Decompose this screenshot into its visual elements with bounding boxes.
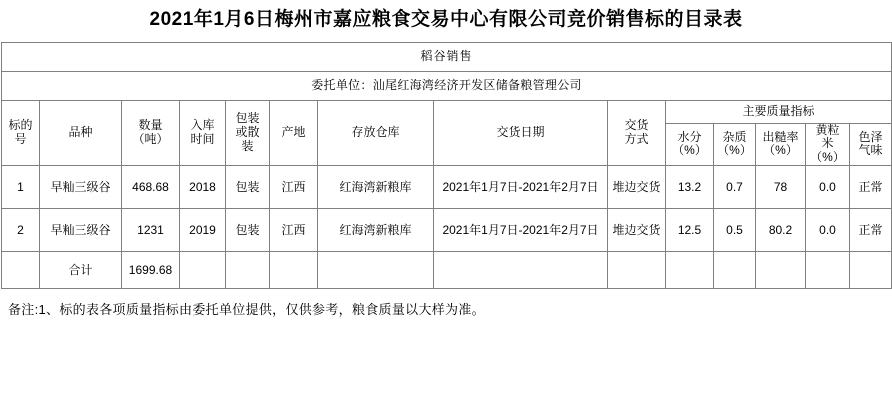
col-header-storage-time-line1: 入库 [190, 118, 215, 133]
cell-milling-rate: 80.2 [756, 209, 806, 252]
col-header-color-odor-line1: 色泽 [858, 129, 883, 144]
cell-packaging: 包装 [226, 209, 270, 252]
col-header-packaging-line2: 或散 [235, 124, 260, 139]
bidding-listing-table [1, 42, 892, 289]
total-empty-packaging [226, 252, 270, 289]
col-header-milling-rate-line2: （%） [763, 143, 798, 158]
col-header-storage-time-line2: 时间 [190, 131, 215, 146]
cell-impurity: 0.5 [714, 209, 756, 252]
cell-origin: 江西 [270, 209, 318, 252]
subtitle-cell: 稻谷销售 [2, 42, 892, 71]
col-header-storage-time [180, 100, 226, 165]
col-header-milling-rate-line1: 出糙率 [762, 129, 799, 144]
cell-impurity: 0.7 [714, 166, 756, 209]
col-header-index [2, 100, 40, 165]
subtitle-row [2, 42, 892, 71]
col-header-impurity-line2: （%） [717, 143, 752, 158]
total-empty-moisture [666, 252, 714, 289]
cell-color-odor: 正常 [850, 166, 892, 209]
col-header-variety: 品种 [40, 100, 122, 165]
total-empty-warehouse [318, 252, 434, 289]
col-header-packaging-line3: 装 [241, 138, 254, 153]
cell-origin: 江西 [270, 166, 318, 209]
col-header-packaging-line1: 包装 [235, 111, 260, 126]
cell-moisture: 13.2 [666, 166, 714, 209]
table-row [2, 166, 892, 209]
total-quantity: 1699.68 [122, 252, 180, 289]
col-header-yellow-rice-line1: 黄粒 [815, 122, 840, 137]
col-header-index-line2: 号 [14, 131, 27, 146]
cell-delivery-method: 堆边交货 [608, 166, 666, 209]
remark-text: 备注:1、标的表各项质量指标由委托单位提供，仅供参考，粮食质量以大样为准。 [8, 302, 485, 318]
cell-storage-time: 2018 [180, 166, 226, 209]
col-header-yellow-rice-line2: 米 [821, 136, 834, 151]
col-header-quantity-line1: 数量 [138, 118, 163, 133]
col-header-quantity-line2: （吨） [132, 131, 169, 146]
cell-moisture: 12.5 [666, 209, 714, 252]
col-header-moisture-line2: （%） [672, 143, 707, 158]
cell-variety: 早籼三级谷 [40, 209, 122, 252]
col-header-packaging [226, 100, 270, 165]
total-empty-milling-rate [756, 252, 806, 289]
cell-index: 1 [2, 166, 40, 209]
total-empty-storage-time [180, 252, 226, 289]
table-row [2, 209, 892, 252]
col-header-delivery-date: 交货日期 [434, 100, 608, 165]
total-empty-delivery-method [608, 252, 666, 289]
col-header-milling-rate [756, 123, 806, 165]
cell-quantity: 468.68 [122, 166, 180, 209]
col-header-delivery-method-line2: 方式 [624, 131, 649, 146]
col-header-impurity-line1: 杂质 [722, 129, 747, 144]
cell-packaging: 包装 [226, 166, 270, 209]
cell-warehouse: 红海湾新粮库 [318, 166, 434, 209]
total-empty-color-odor [850, 252, 892, 289]
entrust-row [2, 71, 892, 100]
col-header-delivery-method-line1: 交货 [624, 118, 649, 133]
col-header-warehouse: 存放仓库 [318, 100, 434, 165]
cell-delivery-method: 堆边交货 [608, 209, 666, 252]
cell-milling-rate: 78 [756, 166, 806, 209]
col-header-index-line1: 标的 [8, 118, 33, 133]
cell-color-odor: 正常 [850, 209, 892, 252]
cell-warehouse: 红海湾新粮库 [318, 209, 434, 252]
total-empty-index [2, 252, 40, 289]
total-empty-delivery-date [434, 252, 608, 289]
col-header-yellow-rice-line3: （%） [810, 150, 845, 165]
col-header-moisture [666, 123, 714, 165]
header-group-row [2, 100, 892, 123]
col-header-quality-group: 主要质量指标 [666, 100, 892, 123]
total-empty-impurity [714, 252, 756, 289]
total-empty-yellow-rice [806, 252, 850, 289]
col-header-impurity [714, 123, 756, 165]
total-label: 合计 [40, 252, 122, 289]
col-header-quantity [122, 100, 180, 165]
total-empty-origin [270, 252, 318, 289]
col-header-yellow-rice [806, 123, 850, 165]
cell-yellow-rice: 0.0 [806, 209, 850, 252]
cell-quantity: 1231 [122, 209, 180, 252]
cell-variety: 早籼三级谷 [40, 166, 122, 209]
cell-index: 2 [2, 209, 40, 252]
page-title: 2021年1月6日梅州市嘉应粮食交易中心有限公司竞价销售标的目录表 [149, 9, 743, 30]
cell-delivery-date: 2021年1月7日-2021年2月7日 [434, 209, 608, 252]
col-header-moisture-line1: 水分 [677, 129, 702, 144]
entrust-unit-cell: 委托单位：汕尾红海湾经济开发区储备粮管理公司 [2, 71, 892, 100]
col-header-delivery-method [608, 100, 666, 165]
col-header-color-odor [850, 123, 892, 165]
total-row [2, 252, 892, 289]
cell-yellow-rice: 0.0 [806, 166, 850, 209]
cell-storage-time: 2019 [180, 209, 226, 252]
col-header-color-odor-line2: 气味 [858, 143, 883, 158]
col-header-origin: 产地 [270, 100, 318, 165]
cell-delivery-date: 2021年1月7日-2021年2月7日 [434, 166, 608, 209]
